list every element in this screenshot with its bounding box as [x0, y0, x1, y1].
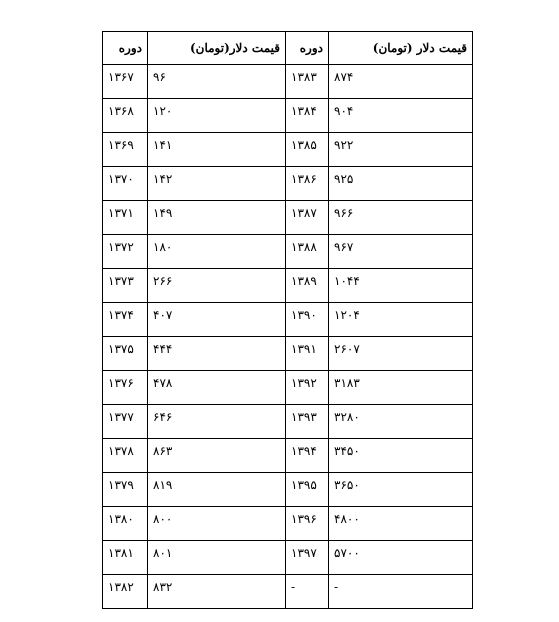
cell-period-right: ۱۳۹۵	[286, 473, 329, 507]
cell-price-right: ۸۷۴	[329, 65, 473, 99]
cell-period-left: ۱۳۷۳	[103, 269, 148, 303]
document-page	[102, 31, 472, 609]
cell-price-left: ۱۲۰	[148, 99, 286, 133]
table-row	[103, 65, 473, 99]
header-price-left: قیمت دلار(تومان)	[148, 32, 286, 65]
cell-period-left: ۱۳۷۱	[103, 201, 148, 235]
header-period-left: دوره	[103, 32, 148, 65]
cell-period-left: ۱۳۸۰	[103, 507, 148, 541]
cell-period-right: ۱۳۹۴	[286, 439, 329, 473]
cell-price-right: ۳۲۸۰	[329, 405, 473, 439]
table-row	[103, 303, 473, 337]
cell-period-left: ۱۳۷۲	[103, 235, 148, 269]
table-row	[103, 541, 473, 575]
cell-period-left: ۱۳۸۲	[103, 575, 148, 609]
cell-price-left: ۸۱۹	[148, 473, 286, 507]
cell-period-right: ۱۳۸۵	[286, 133, 329, 167]
table-row	[103, 575, 473, 609]
cell-price-left: ۱۴۱	[148, 133, 286, 167]
cell-price-right: ۳۱۸۳	[329, 371, 473, 405]
cell-period-left: ۱۳۷۴	[103, 303, 148, 337]
cell-price-left: ۴۷۸	[148, 371, 286, 405]
dollar-price-table	[102, 31, 473, 609]
cell-period-left: ۱۳۷۹	[103, 473, 148, 507]
cell-price-right: ۱۲۰۴	[329, 303, 473, 337]
cell-price-left: ۸۶۳	[148, 439, 286, 473]
cell-period-right: ۱۳۹۷	[286, 541, 329, 575]
cell-period-left: ۱۳۷۸	[103, 439, 148, 473]
header-period-right: دوره	[286, 32, 329, 65]
cell-price-right: ۱۰۴۴	[329, 269, 473, 303]
cell-period-left: ۱۳۸۱	[103, 541, 148, 575]
table-row	[103, 337, 473, 371]
cell-price-right: ۳۶۵۰	[329, 473, 473, 507]
table-row	[103, 439, 473, 473]
cell-period-right: ۱۳۸۹	[286, 269, 329, 303]
table-row	[103, 201, 473, 235]
cell-period-left: ۱۳۶۸	[103, 99, 148, 133]
cell-period-left: ۱۳۶۹	[103, 133, 148, 167]
cell-price-left: ۱۸۰	[148, 235, 286, 269]
cell-period-left: ۱۳۷۷	[103, 405, 148, 439]
cell-period-left: ۱۳۶۷	[103, 65, 148, 99]
cell-period-right: ۱۳۸۸	[286, 235, 329, 269]
cell-price-left: ۴۴۴	[148, 337, 286, 371]
cell-price-right: ۹۶۷	[329, 235, 473, 269]
cell-price-left: ۱۴۲	[148, 167, 286, 201]
cell-price-right: ۵۷۰۰	[329, 541, 473, 575]
cell-price-left: ۴۰۷	[148, 303, 286, 337]
cell-price-right: ۹۰۴	[329, 99, 473, 133]
cell-price-left: ۹۶	[148, 65, 286, 99]
table-row	[103, 235, 473, 269]
cell-period-right: -	[286, 575, 329, 609]
table-row	[103, 99, 473, 133]
cell-price-right: ۳۴۵۰	[329, 439, 473, 473]
cell-period-right: ۱۳۸۳	[286, 65, 329, 99]
table-row	[103, 473, 473, 507]
cell-period-right: ۱۳۸۷	[286, 201, 329, 235]
table-row	[103, 167, 473, 201]
cell-price-left: ۲۶۶	[148, 269, 286, 303]
cell-price-right: -	[329, 575, 473, 609]
cell-price-left: ۶۴۶	[148, 405, 286, 439]
cell-period-left: ۱۳۷۶	[103, 371, 148, 405]
cell-period-right: ۱۳۹۰	[286, 303, 329, 337]
cell-period-left: ۱۳۷۰	[103, 167, 148, 201]
table-row	[103, 405, 473, 439]
cell-price-left: ۸۳۲	[148, 575, 286, 609]
table-row	[103, 371, 473, 405]
cell-period-right: ۱۳۸۴	[286, 99, 329, 133]
table-header-row	[103, 32, 473, 65]
cell-price-right: ۹۶۶	[329, 201, 473, 235]
header-price-right: قیمت دلار (تومان)	[329, 32, 473, 65]
cell-period-left: ۱۳۷۵	[103, 337, 148, 371]
cell-price-right: ۹۲۵	[329, 167, 473, 201]
cell-price-right: ۲۶۰۷	[329, 337, 473, 371]
cell-price-right: ۹۲۲	[329, 133, 473, 167]
cell-price-right: ۴۸۰۰	[329, 507, 473, 541]
cell-price-left: ۸۰۰	[148, 507, 286, 541]
cell-period-right: ۱۳۸۶	[286, 167, 329, 201]
cell-period-right: ۱۳۹۳	[286, 405, 329, 439]
table-row	[103, 133, 473, 167]
cell-period-right: ۱۳۹۱	[286, 337, 329, 371]
table-row	[103, 507, 473, 541]
cell-price-left: ۸۰۱	[148, 541, 286, 575]
cell-price-left: ۱۴۹	[148, 201, 286, 235]
table-body	[103, 65, 473, 609]
cell-period-right: ۱۳۹۶	[286, 507, 329, 541]
table-row	[103, 269, 473, 303]
cell-period-right: ۱۳۹۲	[286, 371, 329, 405]
